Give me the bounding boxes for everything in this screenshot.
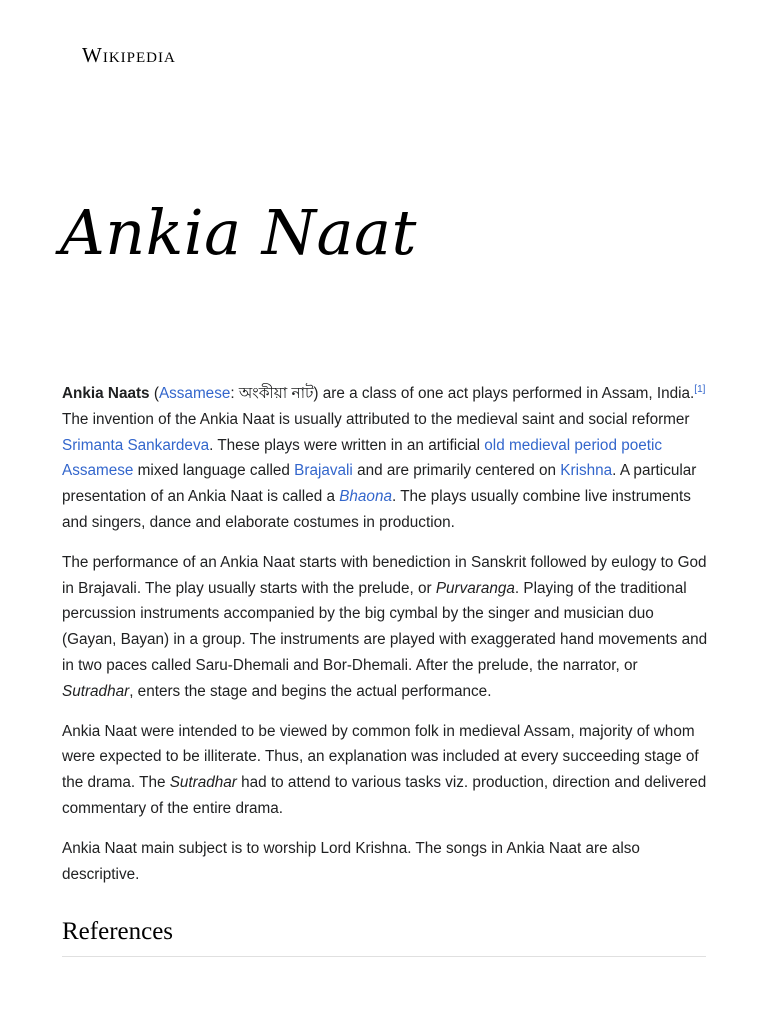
paragraph-performance: The performance of an Ankia Naat starts with benediction in Sanskrit followed by eulogy to God in Brajavali. The play usually starts with the prelude, or Purvaranga. Playing of the traditional percussion instruments accompanied by the big cymbal by the singer and musician duo (Gayan, Bayan) in a group. The instruments are played with exaggerated hand movements and in two paces called Saru-Dhemali and Bor-Dhemali. After the prelude, the narrator, or Sutradhar, enters the stage and begins the actual performance. [62,553,708,700]
page-title: Ankia Naat [60,196,417,269]
native-name: : অংকীয়া নাট [230,385,314,402]
link-krishna[interactable]: Krishna [560,462,613,480]
italic-sutradhar: Sutradhar [169,774,237,792]
italic-sutradhar: Sutradhar [62,682,130,700]
paragraph-intro: Ankia Naats (Assamese: অংকীয়া নাট) are a class of one act plays performed in Assam, India.[1] The invention of the Ankia Naat is usually attributed to the medieval saint and social reformer Srimanta Sankardeva. These plays were written in an artificial old medieval period poetic Assamese mixed language called Brajavali and are primarily centered on Krishna. A particular presentation of an Ankia Naat is called a Bhaona. The plays usually combine live instruments and singers, dance and elaborate costumes in production. [62,383,706,531]
link-old-assamese[interactable]: old medieval period poetic Assamese [62,436,663,480]
wikipedia-logo[interactable]: Wikipedia [82,43,176,67]
link-brajavali[interactable]: Brajavali [294,462,353,480]
references-section [62,918,706,957]
reference-1-link[interactable]: [1] [694,383,706,395]
link-bhaona[interactable]: Bhaona [339,488,392,506]
bold-term: Ankia Naats [62,385,150,402]
paragraph-subject: Ankia Naat main subject is to worship Lord Krishna. The songs in Ankia Naat are also descriptive. [62,839,640,883]
paragraph-audience: Ankia Naat were intended to be viewed by common folk in medieval Assam, majority of whom were expected to be illiterate. Thus, an explanation was included at every succeeding stage of the drama. The Sutradhar had to attend to various tasks viz. production, direction and delivered commentary of the entire drama. [62,722,707,817]
link-assam[interactable]: Assam [601,385,649,402]
link-assamese-language[interactable]: Assamese [158,385,231,402]
italic-purvaranga: Purvaranga [435,579,515,597]
references-heading: References [62,918,174,945]
article-body [62,381,708,901]
link-srimanta-sankardeva[interactable]: Srimanta Sankardeva [62,436,210,454]
